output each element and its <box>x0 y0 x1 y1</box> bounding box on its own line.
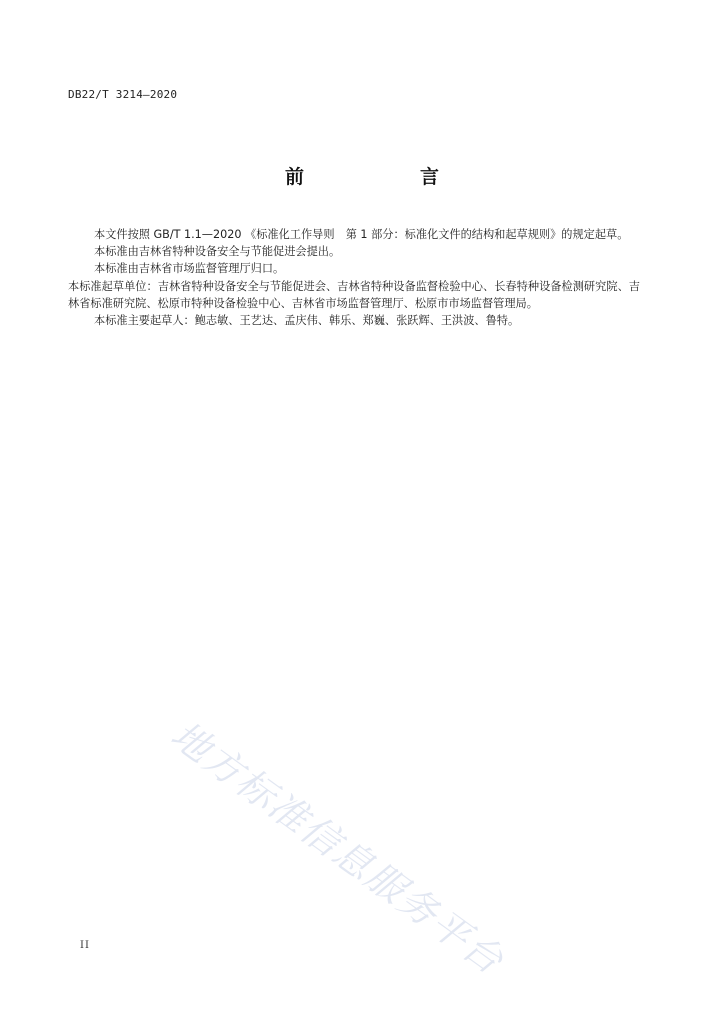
watermark: 地方标准信息服务平台 <box>163 712 513 984</box>
body-text <box>68 226 640 329</box>
paragraph-drafting-rules: 本文件按照 GB/T 1.1—2020 《标准化工作导则 第 1 部分：标准化文件的结构和起草规则》的规定起草。 <box>94 228 629 241</box>
standard-code: DB22/T 3214—2020 <box>68 88 178 101</box>
paragraph-drafters: 本标准主要起草人：鲍志敏、王艺达、孟庆伟、韩乐、郑巍、张跃辉、王洪波、鲁特。 <box>94 314 520 328</box>
page-title: 前 言 <box>284 166 465 188</box>
page-number: II <box>80 940 90 951</box>
paragraph-administrator: 本标准由吉林省市场监督管理厅归口。 <box>94 262 285 276</box>
paragraph-drafting-units: 本标准起草单位：吉林省特种设备安全与节能促进会、吉林省特种设备监督检验中心、长春特种设备检测研究院、吉林省标准研究院、松原市特种设备检验中心、吉林省市场监督管理厅、松原市市场监督管理局。 <box>68 279 640 310</box>
paragraph-proposer: 本标准由吉林省特种设备安全与节能促进会提出。 <box>94 245 341 259</box>
